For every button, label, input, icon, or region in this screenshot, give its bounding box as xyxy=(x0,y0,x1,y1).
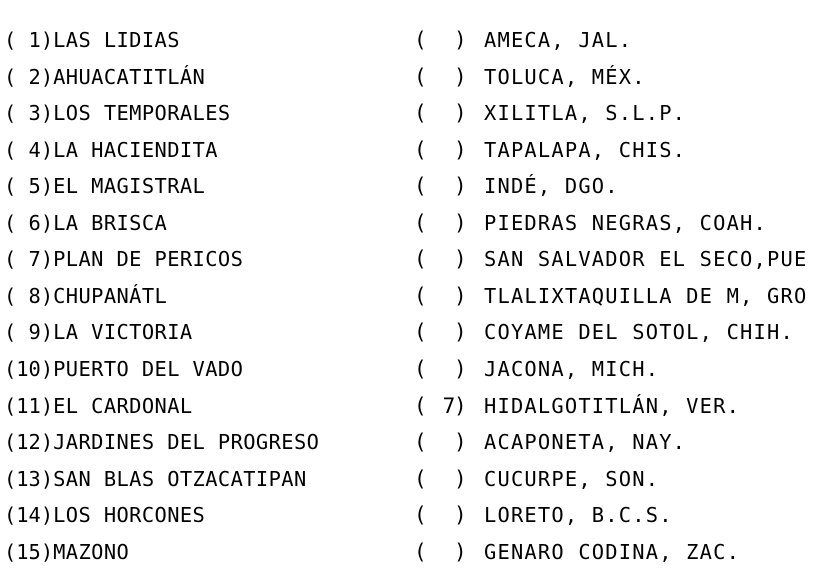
left-item-number: ( 6) xyxy=(4,210,54,235)
left-item-number: ( 5) xyxy=(4,174,54,199)
match-row xyxy=(0,22,837,58)
answer-paren-open: ( xyxy=(414,210,427,235)
left-item-number: (10) xyxy=(4,356,54,381)
left-item-number: ( 8) xyxy=(4,283,54,308)
left-item-name: LOS HORCONES xyxy=(53,503,206,528)
left-item-name: CHUPANÁTL xyxy=(53,283,168,308)
answer-blank[interactable] xyxy=(414,388,470,424)
left-item xyxy=(4,424,319,460)
right-item-place: GENARO CODINA, ZAC. xyxy=(484,539,741,564)
answer-blank[interactable] xyxy=(414,22,470,58)
right-item-place: PIEDRAS NEGRAS, COAH. xyxy=(484,210,768,235)
answer-paren-close: ) xyxy=(454,539,467,564)
answer-paren-open: ( xyxy=(414,320,427,345)
left-item-name: EL CARDONAL xyxy=(53,393,193,418)
answer-paren-close: ) xyxy=(454,64,467,89)
right-item-place: TLALIXTAQUILLA DE M, GRO xyxy=(484,283,808,308)
answer-paren-open: ( xyxy=(414,64,427,89)
left-item-name: LA BRISCA xyxy=(53,210,168,235)
answer-blank[interactable] xyxy=(414,278,470,314)
answer-paren-open: ( xyxy=(414,430,427,455)
left-item-name: PLAN DE PERICOS xyxy=(53,247,244,272)
match-row xyxy=(0,534,837,570)
answer-paren-close: ) xyxy=(454,356,467,381)
answer-paren-close: ) xyxy=(454,466,467,491)
right-item-place: SAN SALVADOR EL SECO,PUE xyxy=(484,247,808,272)
left-item-number: (13) xyxy=(4,466,54,491)
left-item xyxy=(4,278,167,314)
match-row xyxy=(0,59,837,95)
answer-paren-close: ) xyxy=(454,28,467,52)
answer-paren-open: ( xyxy=(414,539,427,564)
answer-paren-close: ) xyxy=(454,210,467,235)
left-item xyxy=(4,95,231,131)
match-row xyxy=(0,314,837,350)
left-item xyxy=(4,461,307,497)
answer-paren-close: ) xyxy=(454,137,467,162)
left-item xyxy=(4,59,205,95)
match-row xyxy=(0,132,837,168)
answer-blank[interactable] xyxy=(414,351,470,387)
answer-paren-open: ( xyxy=(414,247,427,272)
answer-blank[interactable] xyxy=(414,497,470,533)
left-item xyxy=(4,534,129,570)
left-item-number: (15) xyxy=(4,539,54,564)
left-item-name: LAS LIDIAS xyxy=(53,28,180,52)
match-row xyxy=(0,95,837,131)
answer-blank[interactable] xyxy=(414,95,470,131)
right-item-place: LORETO, B.C.S. xyxy=(484,503,673,528)
right-item-place: TAPALAPA, CHIS. xyxy=(484,137,687,162)
match-row xyxy=(0,168,837,204)
answer-paren-close: ) xyxy=(454,393,467,418)
right-item-place: COYAME DEL SOTOL, CHIH. xyxy=(484,320,794,345)
right-item-place: HIDALGOTITLÁN, VER. xyxy=(484,393,741,418)
answer-blank[interactable] xyxy=(414,132,470,168)
left-item xyxy=(4,205,167,241)
answer-blank[interactable] xyxy=(414,534,470,570)
answer-paren-close: ) xyxy=(454,101,467,126)
left-item-number: ( 7) xyxy=(4,247,54,272)
answer-paren-open: ( xyxy=(414,393,427,418)
left-item-number: ( 9) xyxy=(4,320,54,345)
left-item-name: SAN BLAS OTZACATIPAN xyxy=(53,466,307,491)
left-item-number: (11) xyxy=(4,393,54,418)
left-item-name: LA HACIENDITA xyxy=(53,137,218,162)
answer-paren-open: ( xyxy=(414,356,427,381)
left-item xyxy=(4,497,205,533)
left-item-number: ( 4) xyxy=(4,137,54,162)
right-item-place: AMECA, JAL. xyxy=(484,28,633,52)
right-item-place: JACONA, MICH. xyxy=(484,356,660,381)
match-row xyxy=(0,241,837,277)
answer-paren-close: ) xyxy=(454,174,467,199)
left-item-number: ( 3) xyxy=(4,101,54,126)
left-item xyxy=(4,22,180,58)
left-item xyxy=(4,388,193,424)
answer-paren-close: ) xyxy=(454,247,467,272)
answer-blank[interactable] xyxy=(414,168,470,204)
answer-blank[interactable] xyxy=(414,424,470,460)
match-row xyxy=(0,497,837,533)
right-item-place: XILITLA, S.L.P. xyxy=(484,101,687,126)
answer-paren-open: ( xyxy=(414,28,427,52)
answer-paren-close: ) xyxy=(454,320,467,345)
answer-blank[interactable] xyxy=(414,461,470,497)
answer-paren-open: ( xyxy=(414,137,427,162)
match-row xyxy=(0,424,837,460)
answer-paren-open: ( xyxy=(414,503,427,528)
answer-value[interactable]: 7 xyxy=(442,393,456,418)
answer-paren-open: ( xyxy=(414,466,427,491)
answer-blank[interactable] xyxy=(414,241,470,277)
match-row xyxy=(0,205,837,241)
left-item-number: ( 2) xyxy=(4,64,54,89)
left-item xyxy=(4,351,243,387)
answer-paren-close: ) xyxy=(454,430,467,455)
answer-paren-open: ( xyxy=(414,101,427,126)
match-row xyxy=(0,461,837,497)
right-item-place: TOLUCA, MÉX. xyxy=(484,64,646,89)
left-item-name: LA VICTORIA xyxy=(53,320,193,345)
answer-blank[interactable] xyxy=(414,205,470,241)
match-row xyxy=(0,388,837,424)
right-item-place: INDÉ, DGO. xyxy=(484,174,619,199)
answer-blank[interactable] xyxy=(414,59,470,95)
left-item-name: AHUACATITLÁN xyxy=(53,64,206,89)
left-item-number: (12) xyxy=(4,430,54,455)
left-item-number: ( 1) xyxy=(4,28,54,52)
match-row xyxy=(0,278,837,314)
left-item xyxy=(4,168,205,204)
right-item-place: CUCURPE, SON. xyxy=(484,466,660,491)
answer-paren-open: ( xyxy=(414,283,427,308)
left-item xyxy=(4,314,193,350)
answer-paren-open: ( xyxy=(414,174,427,199)
left-item-name: EL MAGISTRAL xyxy=(53,174,206,199)
left-item-name: LOS TEMPORALES xyxy=(53,101,231,126)
answer-paren-close: ) xyxy=(454,283,467,308)
left-item-name: MAZONO xyxy=(53,539,130,564)
left-item xyxy=(4,241,243,277)
left-item xyxy=(4,132,218,168)
left-item-name: PUERTO DEL VADO xyxy=(53,356,244,381)
answer-blank[interactable] xyxy=(414,314,470,350)
left-item-name: JARDINES DEL PROGRESO xyxy=(53,430,320,455)
right-item-place: ACAPONETA, NAY. xyxy=(484,430,687,455)
match-row xyxy=(0,351,837,387)
answer-paren-close: ) xyxy=(454,503,467,528)
left-item-number: (14) xyxy=(4,503,54,528)
